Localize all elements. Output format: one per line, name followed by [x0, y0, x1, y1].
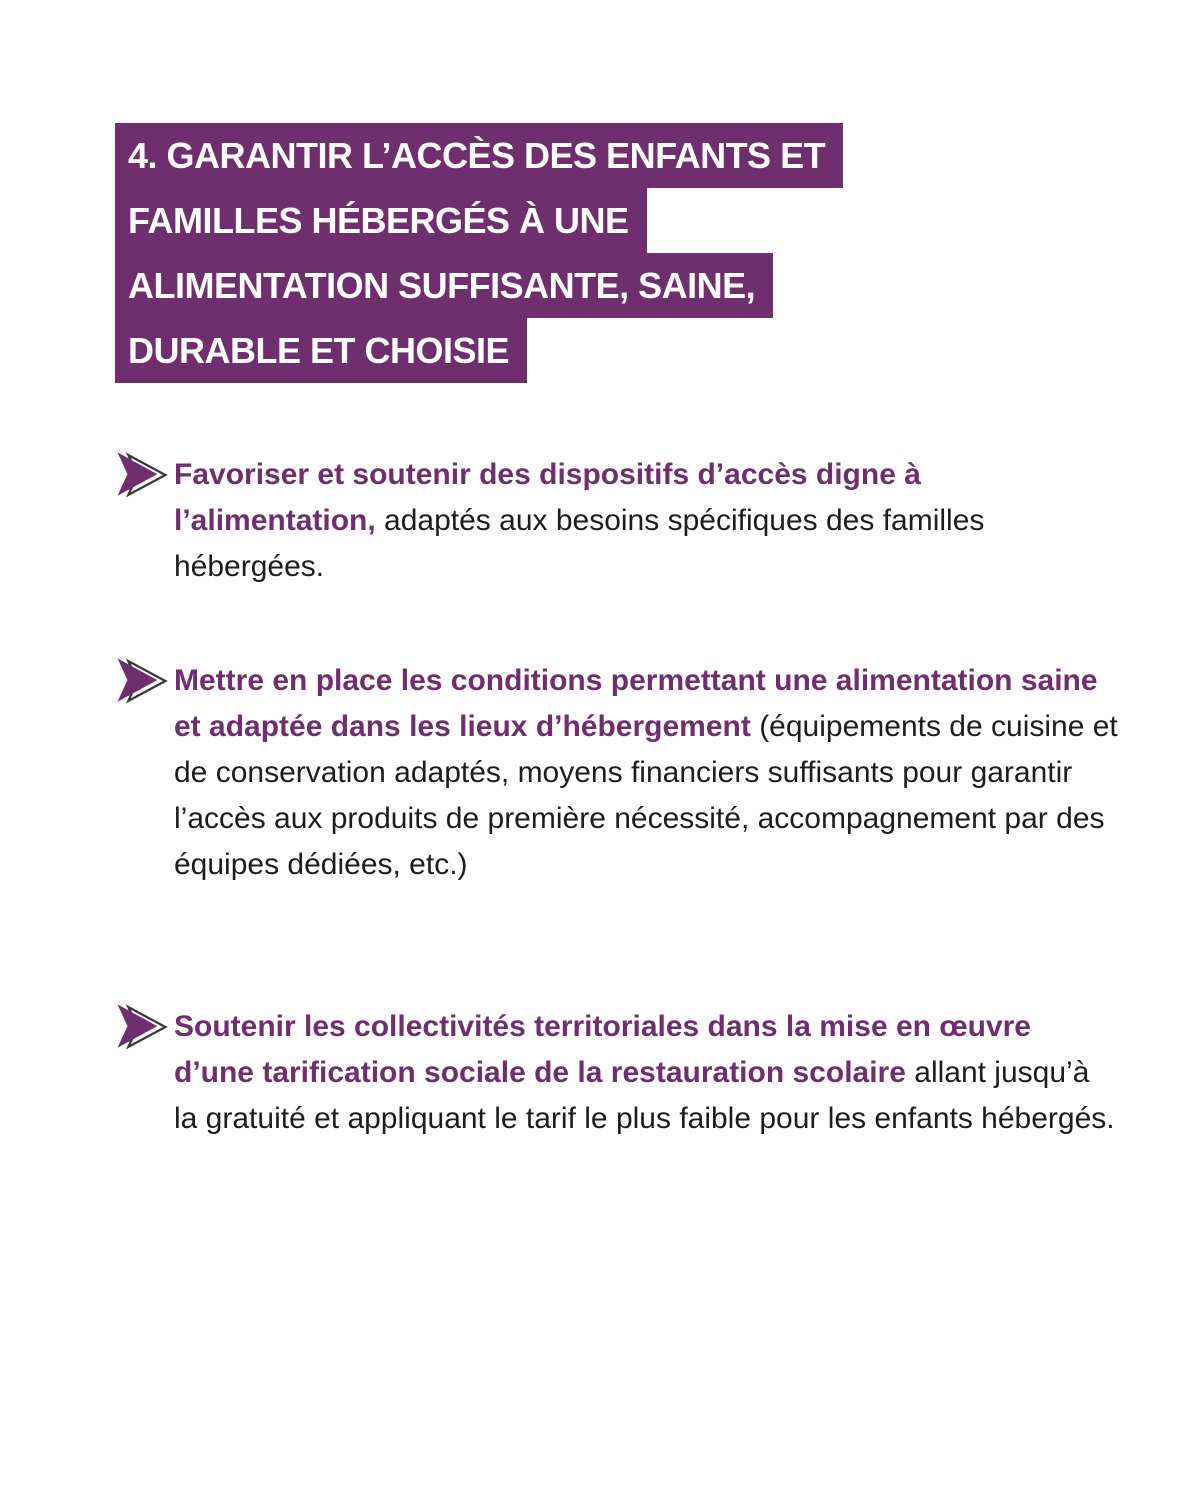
bullet-item — [113, 1004, 1119, 1142]
arrow-right-icon — [113, 1002, 169, 1052]
heading-line-2: FAMILLES HÉBERGÉS À UNE — [115, 188, 647, 253]
bullet-lead: Favoriser et soutenir des dispositifs d’accès digne à l’alimentation, — [174, 458, 921, 537]
bullet-text — [174, 1004, 1119, 1142]
bullet-rest: adaptés aux besoins spécifiques des familles hébergées. — [174, 504, 985, 583]
bullet-item — [113, 452, 1119, 590]
section-heading — [115, 123, 843, 383]
arrow-right-icon — [113, 450, 169, 500]
bullet-text — [174, 452, 1119, 590]
bullet-rest: (équipements de cuisine et de conservation adaptés, moyens financiers suffisants pour garantir l’accès aux produits de première nécessité, accompagnement par des équipes dédiées, etc.) — [174, 710, 1118, 881]
heading-line-3: ALIMENTATION SUFFISANTE, SAINE, — [115, 253, 773, 318]
heading-line-4: DURABLE ET CHOISIE — [115, 318, 527, 383]
bullet-item — [113, 658, 1119, 888]
bullet-lead: Soutenir les collectivités territoriales dans la mise en œuvre d’une tarification sociale de la restauration scolaire — [174, 1010, 1031, 1089]
bullet-rest: allant jusqu’à la gratuité et appliquant le tarif le plus faible pour les enfants hébergés. — [174, 1056, 1115, 1135]
heading-line-1: 4. GARANTIR L’ACCÈS DES ENFANTS ET — [115, 123, 843, 188]
arrow-right-icon — [113, 656, 169, 706]
bullet-text — [174, 658, 1119, 888]
bullet-lead: Mettre en place les conditions permettant une alimentation saine et adaptée dans les lieux d’hébergement — [174, 664, 1098, 743]
